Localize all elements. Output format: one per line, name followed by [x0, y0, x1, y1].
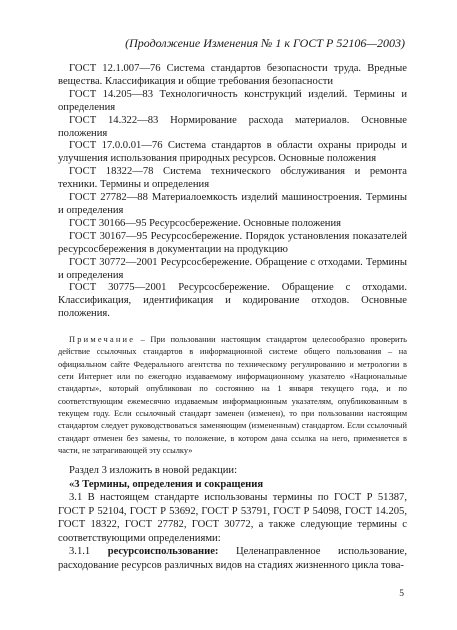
- page-body: [58, 63, 407, 572]
- reference-item: ГОСТ 12.1.007—76 Система стандартов безопасности труда. Вредные вещества. Классификация и общие требования безопасности: [58, 63, 407, 87]
- page-number: 5: [399, 589, 404, 599]
- reference-item: ГОСТ 27782—88 Материалоемкость изделий машиностроения. Термины и определения: [58, 192, 407, 216]
- reference-item: ГОСТ 30167—95 Ресурсосбережение. Порядок установления показателей ресурсосбережения в документации на продукцию: [58, 230, 407, 255]
- reference-item: ГОСТ 17.0.0.01—76 Система стандартов в области охраны природы и улучшения использования природных ресурсов. Основные положения: [58, 140, 407, 165]
- term-number: 3.1.1: [69, 546, 108, 558]
- reference-item: ГОСТ 14.205—83 Технологичность конструкций изделий. Термины и определения: [58, 88, 407, 113]
- note-block: [58, 334, 407, 457]
- clause-3-1: 3.1 В настоящем стандарте использованы термины по ГОСТ Р 51387, ГОСТ Р 52104, ГОСТ Р 53692, ГОСТ Р 53791, ГОСТ Р 54098, ГОСТ 14.205, ГОСТ 18322, ГОСТ 27782, ГОСТ 30772, а также следующие термины с соответствующими определениями:: [58, 492, 407, 544]
- normative-references-list: [58, 63, 407, 321]
- reference-item: ГОСТ 30772—2001 Ресурсосбережение. Обращение с отходами. Термины и определения: [58, 256, 407, 281]
- reference-item: ГОСТ 14.322—83 Нормирование расхода материалов. Основные положения: [58, 114, 407, 139]
- term-definition: Целенаправленное использование, расходование ресурсов различных видов на стадиях жизненного цикла това-: [58, 546, 407, 571]
- note-paragraph: [58, 334, 407, 457]
- reference-item: ГОСТ 18322—78 Система технического обслуживания и ремонта техники. Термины и определения: [58, 166, 407, 191]
- reference-item: ГОСТ 30166—95 Ресурсосбережение. Основные положения: [69, 217, 341, 229]
- section-heading: «3 Термины, определения и сокращения: [69, 478, 264, 490]
- clause-3-1-1: [58, 545, 407, 572]
- section-3-amendment: [58, 464, 407, 572]
- running-header: (Продолжение Изменения № 1 к ГОСТ Р 52106—2003): [125, 36, 405, 50]
- reference-item: ГОСТ 30775—2001 Ресурсосбережение. Обращение с отходами. Классификация, идентификация и кодирование отходов. Основные положения.: [58, 282, 407, 320]
- note-label: Примечание: [69, 335, 136, 345]
- note-text: – При пользовании настоящим стандартом целесообразно проверить действие ссылочных стандартов в информационной системе общего пользования – на официальном сайте Федерального агентства по техническому регулированию и метрологии в сети Интернет или по ежегодно издаваемому информационному указателю «Национальные стандарты», который опубликован по состоянию на 1 января текущего года, и по соответствующим ежемесячно издаваемым информационным указателям, опубликованным в текущем году. Если ссылочный стандарт заменен (изменен), то при пользовании настоящим стандартом следует руководствоваться заменяющим (измененным) стандартом. Если ссылочный стандарт отменен без замены, то положение, в котором дана ссылка на него, применяется в части, не затрагивающей эту ссылку»: [58, 335, 407, 455]
- amendment-instruction: Раздел 3 изложить в новой редакции:: [69, 465, 238, 477]
- term-name: ресурсоиспользование:: [107, 546, 219, 558]
